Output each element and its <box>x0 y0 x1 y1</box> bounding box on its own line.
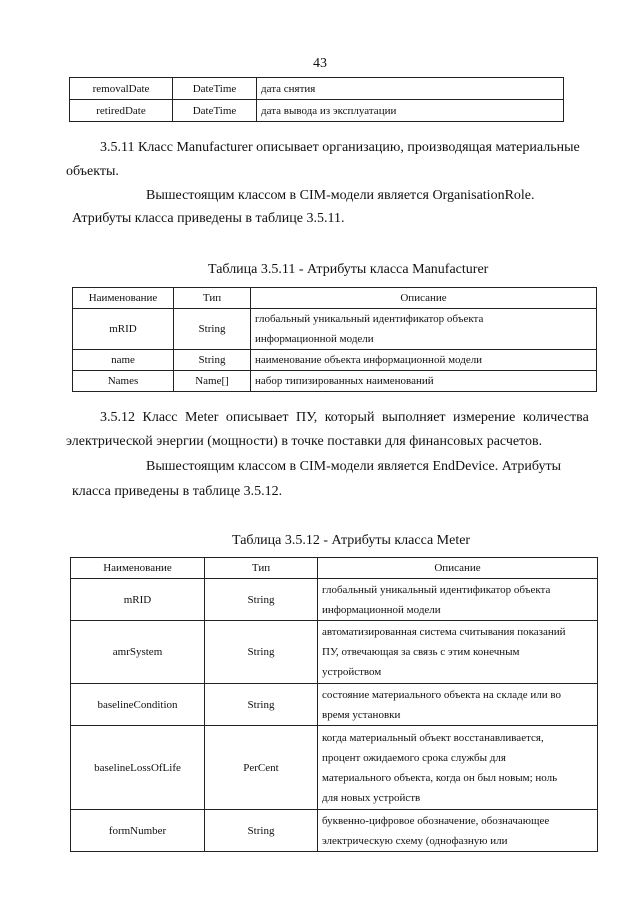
table-row <box>71 684 598 726</box>
table-reference: Атрибуты класса приведены в таблице 3.5.11. <box>72 211 345 226</box>
attribute-description-cell: дата вывода из эксплуатации <box>257 100 564 122</box>
section-paragraph: 3.5.11 Класс Manufacturer описывает организацию, производящая материальные <box>100 140 580 155</box>
description-line: устройством <box>322 666 382 678</box>
attribute-type-cell: String <box>205 579 318 621</box>
attribute-type-cell: String <box>174 309 251 350</box>
description-line: когда материальный объект восстанавливается, <box>322 731 544 744</box>
description-line: глобальный уникальный идентификатор объекта <box>255 313 484 325</box>
attribute-description-cell: наименование объекта информационной модели <box>251 350 597 371</box>
description-line: информационной модели <box>322 603 441 616</box>
superclass-paragraph-cont: класса приведены в таблице 3.5.12. <box>72 484 283 499</box>
description-line: автоматизированная система считывания показаний <box>322 626 566 638</box>
superclass-paragraph: Вышестоящим классом в CIM-модели является EndDevice. Атрибуты <box>146 459 562 474</box>
table-header-row <box>71 558 598 579</box>
attribute-type-cell: String <box>174 350 251 371</box>
description-line: глобальный уникальный идентификатор объекта <box>322 583 551 596</box>
attribute-name-cell: Names <box>73 371 174 392</box>
description-line: электрическую схему (однофазную или <box>322 834 508 847</box>
table-row <box>71 810 598 852</box>
description-line: процент ожидаемого срока службы для <box>322 751 506 764</box>
manufacturer-attributes-table <box>72 287 597 392</box>
table-row <box>73 309 597 350</box>
column-header: Наименование <box>71 558 205 579</box>
attribute-name-cell: baselineLossOfLife <box>71 726 205 810</box>
table-row <box>71 579 598 621</box>
attribute-description-cell <box>318 684 598 726</box>
attribute-name-cell: retiredDate <box>70 100 173 122</box>
attribute-description-cell <box>318 810 598 852</box>
attribute-name-cell: removalDate <box>70 78 173 100</box>
attribute-type-cell: Name[] <box>174 371 251 392</box>
continuation-table <box>69 77 564 122</box>
attribute-type-cell: String <box>205 621 318 684</box>
column-header: Описание <box>251 288 597 309</box>
attribute-name-cell: formNumber <box>71 810 205 852</box>
attribute-name-cell: amrSystem <box>71 621 205 684</box>
attribute-type-cell: String <box>205 810 318 852</box>
column-header: Тип <box>205 558 318 579</box>
page-number: 43 <box>313 56 327 71</box>
attribute-name-cell: mRID <box>73 309 174 350</box>
attribute-description-cell: дата снятия <box>257 78 564 100</box>
description-line: ПУ, отвечающая за связь с этим конечным <box>322 646 520 658</box>
column-header: Описание <box>318 558 598 579</box>
description-line: для новых устройств <box>322 791 421 804</box>
attribute-description-cell <box>318 579 598 621</box>
attribute-type-cell: String <box>205 684 318 726</box>
description-line: информационной модели <box>255 333 374 345</box>
table-row <box>73 371 597 392</box>
table-row <box>71 726 598 810</box>
table-row <box>70 100 564 122</box>
section-paragraph: 3.5.12 Класс Meter описывает ПУ, который выполняет измерение количества <box>100 410 589 425</box>
column-header: Наименование <box>73 288 174 309</box>
attribute-type-cell: DateTime <box>173 100 257 122</box>
table-row <box>73 350 597 371</box>
attribute-description-cell <box>318 726 598 810</box>
attribute-name-cell: baselineCondition <box>71 684 205 726</box>
superclass-paragraph: Вышестоящим классом в CIM-модели является OrganisationRole. <box>146 188 535 203</box>
description-line: время установки <box>322 708 401 721</box>
table-row <box>71 621 598 684</box>
column-header: Тип <box>174 288 251 309</box>
attribute-description-cell <box>318 621 598 684</box>
table-caption: Таблица 3.5.12 - Атрибуты класса Meter <box>232 533 471 548</box>
attribute-type-cell: DateTime <box>173 78 257 100</box>
description-line: состояние материального объекта на складе или во <box>322 688 562 701</box>
attribute-type-cell: PerCent <box>205 726 318 810</box>
section-paragraph-cont: электрической энергии (мощности) в точке поставки для финансовых расчетов. <box>66 434 543 449</box>
attribute-name-cell: name <box>73 350 174 371</box>
description-line: буквенно-цифровое обозначение, обозначающее <box>322 814 550 827</box>
table-caption: Таблица 3.5.11 - Атрибуты класса Manufacturer <box>208 262 489 277</box>
table-row <box>70 78 564 100</box>
section-paragraph-cont: объекты. <box>66 164 119 179</box>
description-line: материального объекта, когда он был новым; ноль <box>322 771 558 784</box>
attribute-description-cell: набор типизированных наименований <box>251 371 597 392</box>
table-header-row <box>73 288 597 309</box>
attribute-description-cell <box>251 309 597 350</box>
attribute-name-cell: mRID <box>71 579 205 621</box>
meter-attributes-table <box>70 557 598 852</box>
